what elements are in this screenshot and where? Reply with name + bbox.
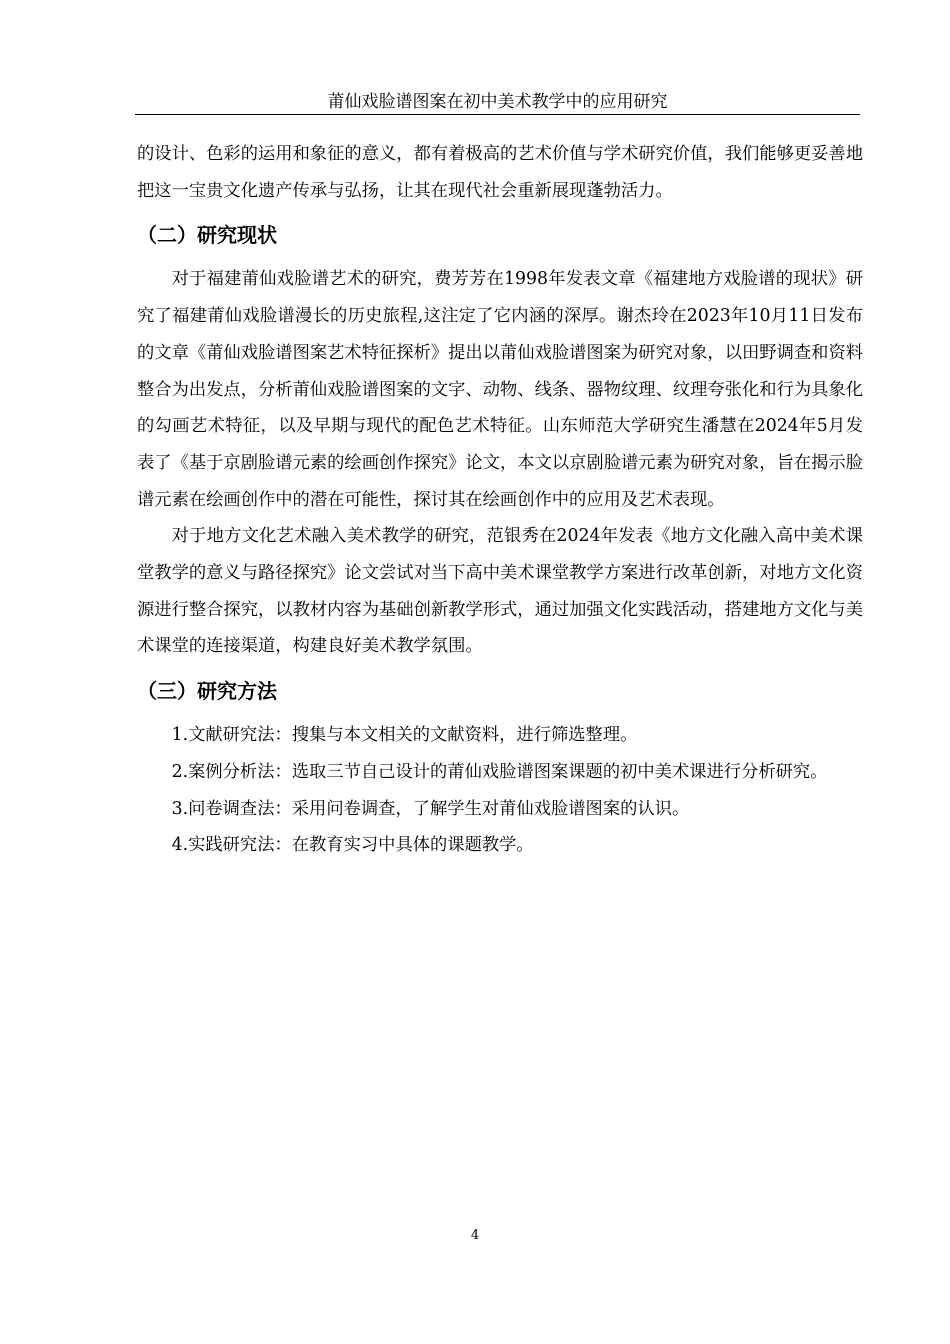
section-heading-research-methods: （三）研究方法 bbox=[137, 679, 277, 704]
page-number: 4 bbox=[470, 1228, 480, 1243]
intro-paragraph: 的设计、色彩的运用和象征的意义，都有着极高的艺术价值与学术研究价值，我们能够更妥善地把这一宝贵文化遗产传承与弘扬，让其在现代社会重新展现蓬勃活力。 bbox=[137, 144, 863, 201]
method-item-practice: 4.实践研究法：在教育实习中具体的课题教学。 bbox=[171, 835, 534, 856]
paragraph: 对于地方文化艺术融入美术教学的研究，范银秀在2024年发表《地方文化融入高中美术课堂教学的意义与路径探究》论文尝试对当下高中美术课堂教学方案进行改革创新，对地方文化资源进行整合探究，以教材内容为基础创新教学形式，通过加强文化实践活动，搭建地方文化与美术课堂的连接渠道，构建良好美术教学氛围。 bbox=[137, 526, 863, 657]
method-item-questionnaire: 3.问卷调查法：采用问卷调查，了解学生对莆仙戏脸谱图案的认识。 bbox=[171, 798, 690, 819]
page-content bbox=[137, 136, 863, 864]
method-item-case-analysis: 2.案例分析法：选取三节自己设计的莆仙戏脸谱图案课题的初中美术课进行分析研究。 bbox=[171, 761, 828, 782]
section-heading-research-status: （二）研究现状 bbox=[137, 223, 277, 248]
running-header: 莆仙戏脸谱图案在初中美术教学中的应用研究 bbox=[135, 90, 860, 115]
method-item-literature: 1.文献研究法：搜集与本文相关的文献资料，进行筛选整理。 bbox=[171, 725, 638, 746]
paragraph: 对于福建莆仙戏脸谱艺术的研究，费芳芳在1998年发表文章《福建地方戏脸谱的现状》研究了福建莆仙戏脸谱漫长的历史旅程,这注定了它内涵的深厚。谢杰玲在2023年10月11日发布的文章《莆仙戏脸谱图案艺术特征探析》提出以莆仙戏脸谱图案为研究对象，以田野调查和资料整合为出发点，分析莆仙戏脸谱图案的文字、动物、线条、器物纹理、纹理夸张化和行为具象化的勾画艺术特征，以及早期与现代的配色艺术特征。山东师范大学研究生潘慧在2024年5月发表了《基于京剧脸谱元素的绘画创作探究》论文，本文以京剧脸谱元素为研究对象，旨在揭示脸谱元素在绘画创作中的潜在可能性，探讨其在绘画创作中的应用及艺术表现。 bbox=[137, 269, 863, 510]
